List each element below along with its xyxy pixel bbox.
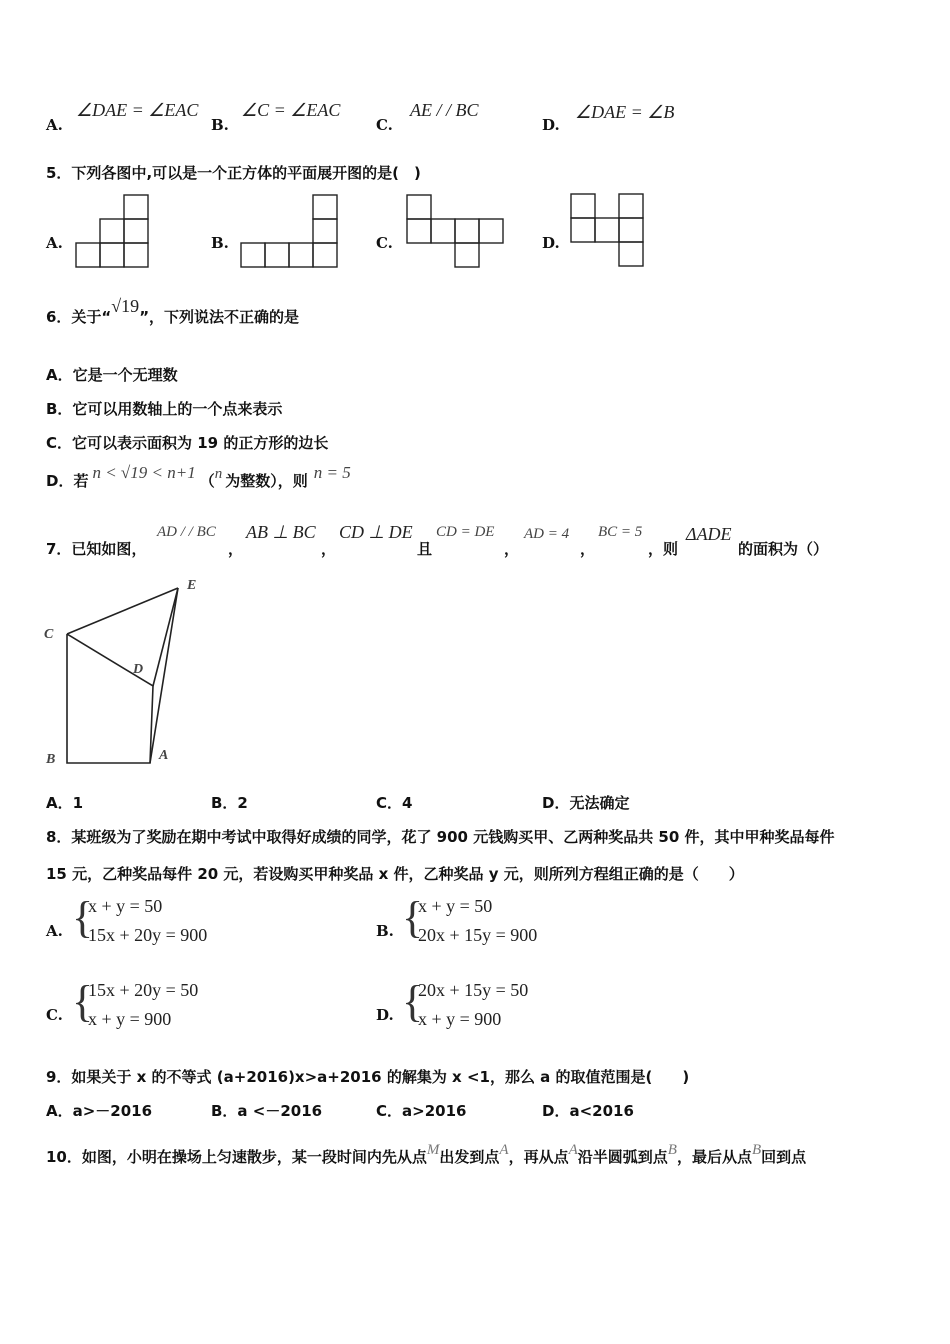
q7-label-d: D bbox=[133, 662, 144, 677]
q7-cond-ad-eq-4: AD = 4 bbox=[524, 526, 570, 542]
q8-option-b-label: B. bbox=[376, 922, 394, 940]
q7-then: ，则 bbox=[648, 540, 679, 558]
q7-label-b: B bbox=[46, 752, 56, 767]
q10-stem bbox=[46, 1142, 807, 1167]
q8-option-b-eq2: 20x + 15y = 900 bbox=[418, 925, 538, 945]
q7-option-a: A．1 bbox=[46, 794, 84, 812]
q10-point-b2: B bbox=[751, 1142, 762, 1158]
q6-option-d-paren: （ bbox=[199, 472, 215, 490]
q6-option-d-inequality: n < √19 < n+1 bbox=[92, 463, 196, 482]
q10-stem-c: ，再从点 bbox=[508, 1148, 569, 1166]
q10-stem-b: 出发到点 bbox=[439, 1148, 500, 1166]
q5-net-c-figure bbox=[406, 193, 506, 269]
q6-option-d bbox=[46, 463, 351, 491]
q8-option-c-label: C. bbox=[46, 1006, 63, 1024]
q4-option-a-math: ∠DAE = ∠EAC bbox=[76, 100, 199, 120]
q7-comma-3: ， bbox=[504, 540, 520, 558]
q8-option-c-eq1: 15x + 20y = 50 bbox=[88, 980, 199, 1000]
q5-option-c-label: C. bbox=[376, 234, 393, 252]
q7-triangle-ade: ΔADE bbox=[686, 524, 732, 544]
q10-point-b1: B bbox=[667, 1142, 677, 1158]
q6-option-d-mid: 为整数），则 bbox=[225, 472, 308, 490]
q5-net-d-figure bbox=[570, 192, 650, 270]
q7-label-e: E bbox=[187, 578, 197, 593]
q7-label-a: A bbox=[159, 748, 169, 763]
q9-option-a: A．a>－2016 bbox=[46, 1102, 153, 1120]
q10-point-m: M bbox=[426, 1142, 440, 1158]
q7-cond-cd-perp-de: CD ⊥ DE bbox=[339, 522, 413, 542]
q7-cond-cd-eq-de: CD = DE bbox=[436, 524, 495, 540]
q8-option-c-brace: { bbox=[72, 977, 94, 1026]
q10-stem-e: ，最后从点 bbox=[676, 1148, 752, 1166]
q10-stem-a: 10．如图，小明在操场上匀速散步，某一段时间内先从点 bbox=[46, 1148, 427, 1166]
q5-net-b-figure bbox=[240, 193, 340, 269]
q6-option-c: C．它可以表示面积为 19 的正方形的边长 bbox=[46, 434, 329, 452]
q8-option-a-label: A. bbox=[46, 922, 63, 940]
q7-cond-bc-eq-5: BC = 5 bbox=[598, 524, 643, 540]
q6-option-d-answer: n = 5 bbox=[313, 463, 351, 482]
q8-option-c-eq2: x + y = 900 bbox=[88, 1009, 172, 1029]
q7-cond-ad-parallel-bc: AD / / BC bbox=[157, 524, 216, 540]
q6-option-d-prefix: D．若 bbox=[46, 472, 89, 490]
q6-stem-suffix: ”，下列说法不正确的是 bbox=[139, 308, 300, 326]
q4-option-d-math: ∠DAE = ∠B bbox=[575, 102, 675, 122]
q8-option-d-label: D. bbox=[376, 1006, 394, 1024]
q8-option-a-eq1: x + y = 50 bbox=[88, 896, 163, 916]
q4-option-a-label: A. bbox=[46, 116, 63, 134]
q4-option-b-math: ∠C = ∠EAC bbox=[241, 100, 341, 120]
q9-option-d: D．a<2016 bbox=[542, 1102, 634, 1120]
q7-comma-1: ， bbox=[228, 540, 244, 558]
q5-net-a-figure bbox=[75, 193, 151, 269]
q6-stem-prefix: 6．关于“ bbox=[46, 308, 112, 326]
q8-option-a-eq2: 15x + 20y = 900 bbox=[88, 925, 208, 945]
q8-stem-line1: 8．某班级为了奖励在期中考试中取得好成绩的同学，花了 900 元钱购买甲、乙两种奖品共 50 件，其中甲种奖品每件 bbox=[46, 828, 835, 846]
q7-comma-4: ， bbox=[580, 540, 596, 558]
q10-point-a1: A bbox=[499, 1142, 509, 1158]
q8-option-b-eq1: x + y = 50 bbox=[418, 896, 493, 916]
q9-option-b: B．a <－2016 bbox=[211, 1102, 323, 1120]
q4-option-c-math: AE / / BC bbox=[410, 100, 479, 120]
q4-option-b-label: B. bbox=[211, 116, 229, 134]
q7-cond-ab-perp-bc: AB ⊥ BC bbox=[246, 522, 316, 542]
q5-option-d-label: D. bbox=[542, 234, 560, 252]
q8-option-d-eq1: 20x + 15y = 50 bbox=[418, 980, 529, 1000]
q6-stem bbox=[46, 296, 300, 327]
q6-option-b: B．它可以用数轴上的一个点来表示 bbox=[46, 400, 283, 418]
q7-and: 且 bbox=[417, 540, 433, 558]
q7-geometry-figure bbox=[40, 575, 210, 775]
q5-option-a-label: A. bbox=[46, 234, 63, 252]
q8-option-d-brace: { bbox=[402, 977, 424, 1026]
q10-point-a2: A bbox=[568, 1142, 578, 1158]
q7-option-c: C．4 bbox=[376, 794, 413, 812]
q7-stem-prefix: 7．已知如图， bbox=[46, 540, 147, 558]
q9-option-c: C．a>2016 bbox=[376, 1102, 467, 1120]
q5-stem: 5．下列各图中,可以是一个正方体的平面展开图的是( ) bbox=[46, 164, 421, 182]
q7-option-d: D．无法确定 bbox=[542, 794, 630, 812]
q6-option-d-n: n bbox=[214, 466, 223, 482]
q7-option-b: B．2 bbox=[211, 794, 248, 812]
q7-label-c: C bbox=[44, 627, 54, 642]
q4-option-c-label: C. bbox=[376, 116, 393, 134]
q8-option-a-brace: { bbox=[72, 893, 94, 942]
q6-sqrt19-math: √19 bbox=[111, 296, 140, 316]
q7-comma-2: ， bbox=[321, 540, 337, 558]
q4-option-d-label: D. bbox=[542, 116, 560, 134]
q7-stem-suffix: 的面积为（） bbox=[738, 540, 829, 558]
q8-option-b-brace: { bbox=[402, 893, 424, 942]
q10-stem-d: 沿半圆弧到点 bbox=[577, 1148, 668, 1166]
q5-option-b-label: B. bbox=[211, 234, 229, 252]
q9-stem: 9．如果关于 x 的不等式 (a+2016)x>a+2016 的解集为 x <1，那么 a 的取值范围是( ) bbox=[46, 1068, 690, 1086]
q8-stem-line2: 15 元，乙种奖品每件 20 元，若设购买甲种奖品 x 件，乙种奖品 y 元，则所列方程组正确的是（ ） bbox=[46, 865, 744, 883]
q10-stem-f: 回到点 bbox=[761, 1148, 807, 1166]
q8-option-d-eq2: x + y = 900 bbox=[418, 1009, 502, 1029]
q6-option-a: A．它是一个无理数 bbox=[46, 366, 178, 384]
